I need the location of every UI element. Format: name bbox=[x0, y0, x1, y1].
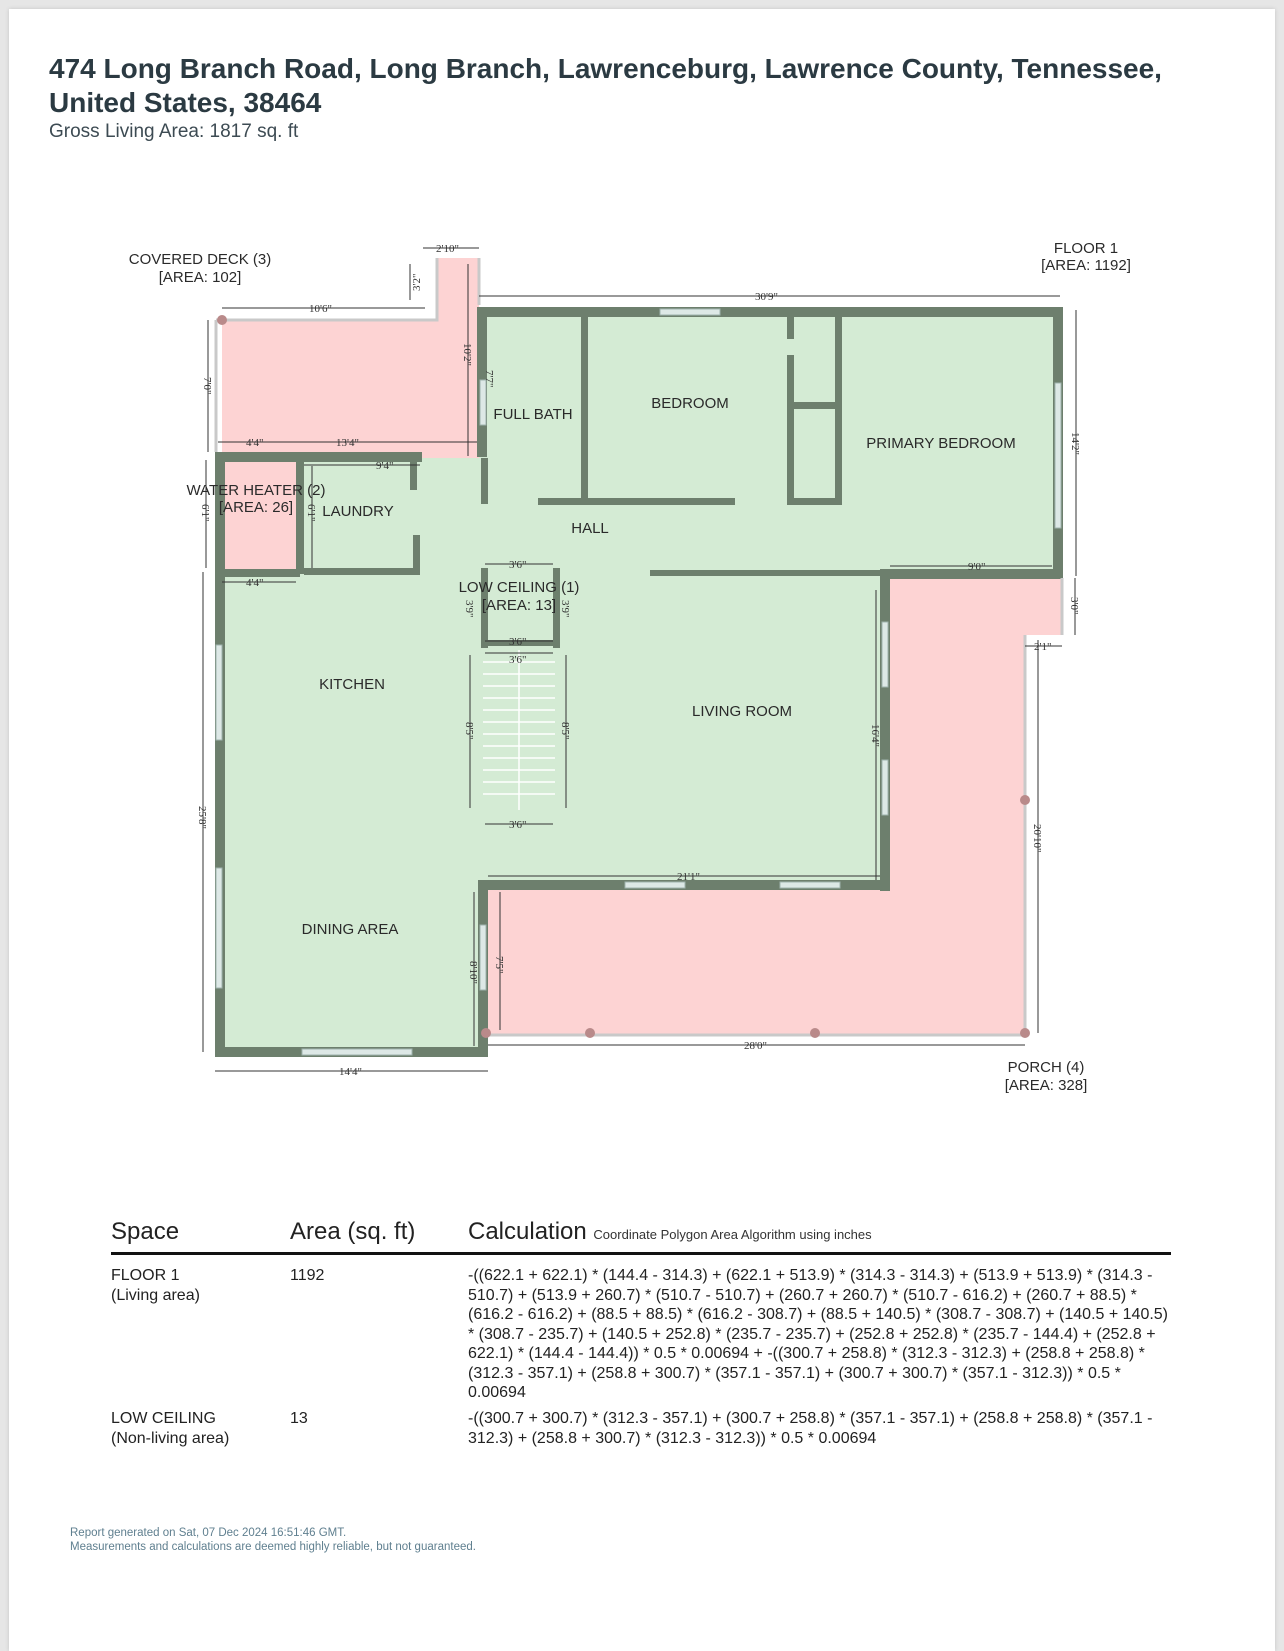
water-heater-area-value: [AREA: 26] bbox=[218, 499, 294, 516]
water-heater-area bbox=[222, 458, 298, 574]
row-space-name: LOW CEILING bbox=[111, 1410, 216, 1427]
low-ceiling-label: LOW CEILING (1) bbox=[458, 579, 580, 596]
dim-label: 20'10" bbox=[1031, 824, 1043, 853]
dim-label: 9'4" bbox=[376, 460, 394, 472]
dim-label: 7'7" bbox=[483, 370, 495, 388]
dim-label: 3'9" bbox=[463, 600, 475, 618]
room-label-hall: HALL bbox=[571, 520, 609, 537]
room-label-primary-bedroom: PRIMARY BEDROOM bbox=[866, 435, 1016, 452]
row-area: 13 bbox=[290, 1410, 308, 1427]
porch-label: PORCH (4) bbox=[1007, 1059, 1085, 1076]
dim-label: 3'0" bbox=[1068, 597, 1080, 615]
floor-1-area-value: [AREA: 1192] bbox=[1041, 257, 1131, 274]
porch-area-value: [AREA: 328] bbox=[1004, 1077, 1088, 1094]
covered-deck-label: COVERED DECK (3) bbox=[128, 251, 272, 268]
header-calculation bbox=[468, 1218, 872, 1246]
dim-label: 16'4" bbox=[869, 724, 881, 747]
dim-label: 6'1" bbox=[305, 504, 317, 522]
dim-label: 3'2" bbox=[411, 273, 423, 291]
row-space-type: (Living area) bbox=[111, 1286, 200, 1304]
dim-label: 3'6" bbox=[509, 636, 527, 648]
header-calculation-note: Coordinate Polygon Area Algorithm using inches bbox=[593, 1227, 872, 1242]
dim-label: 2'10" bbox=[436, 243, 459, 255]
row-space-name: FLOOR 1 bbox=[111, 1267, 180, 1284]
dim-label: 6'1" bbox=[199, 504, 211, 522]
low-ceiling-area-value: [AREA: 13] bbox=[481, 597, 557, 614]
dim-label: 8'5" bbox=[463, 722, 475, 740]
dim-label: 3'6" bbox=[509, 819, 527, 831]
report-disclaimer: Measurements and calculations are deemed highly reliable, but not guaranteed. bbox=[70, 1541, 476, 1553]
room-label-kitchen: KITCHEN bbox=[319, 676, 385, 693]
covered-deck-area bbox=[222, 258, 479, 458]
dim-label: 7'0" bbox=[201, 377, 213, 395]
gross-living-area: Gross Living Area: 1817 sq. ft bbox=[49, 121, 299, 142]
row-space bbox=[111, 1266, 281, 1305]
dim-label: 2'1" bbox=[1034, 641, 1052, 653]
dim-label: 8'10" bbox=[467, 961, 479, 984]
covered-deck-area-value: [AREA: 102] bbox=[158, 269, 242, 286]
report-generated-text: Report generated on Sat, 07 Dec 2024 16:51:46 GMT. bbox=[70, 1527, 347, 1539]
row-space-type: (Non-living area) bbox=[111, 1429, 230, 1447]
dim-label: 14'2" bbox=[1069, 432, 1081, 455]
row-area: 1192 bbox=[290, 1267, 325, 1284]
table-row bbox=[111, 1255, 1171, 1399]
dim-label: 10'2" bbox=[461, 343, 473, 366]
dim-label: 13'4" bbox=[336, 437, 359, 449]
dim-label: 3'9" bbox=[559, 600, 571, 618]
room-label-laundry: LAUNDRY bbox=[322, 503, 394, 520]
room-label-full-bath: FULL BATH bbox=[493, 406, 573, 423]
area-calculation-table bbox=[111, 1218, 1171, 1459]
table-row bbox=[111, 1399, 1171, 1459]
page-title: 474 Long Branch Road, Long Branch, Lawrenceburg, Lawrence County, Tennessee, United States, 38464 bbox=[49, 53, 1162, 118]
room-label-dining-area: DINING AREA bbox=[301, 921, 399, 938]
dim-label: 9'0" bbox=[968, 561, 986, 573]
dim-label: 28'0" bbox=[744, 1040, 767, 1052]
dim-label: 21'1" bbox=[677, 871, 700, 883]
dim-label: 7'5" bbox=[493, 956, 505, 974]
dim-label: 3'6" bbox=[509, 654, 527, 666]
row-calculation: -((300.7 + 300.7) * (312.3 - 357.1) + (300.7 + 258.8) * (357.1 - 357.1) + (258.8 + 258.8) * (357.1 - 312.3) + (258.8 + 300.7) * (312.3 - 312.3)) * 0.5 * 0.00694 bbox=[468, 1410, 1153, 1447]
water-heater-label: WATER HEATER (2) bbox=[186, 482, 326, 499]
dim-label: 4'4" bbox=[246, 577, 264, 589]
dim-label: 30'9" bbox=[755, 291, 778, 303]
floor-1-label: FLOOR 1 bbox=[1053, 240, 1119, 257]
dim-label: 3'6" bbox=[509, 559, 527, 571]
header-space: Space bbox=[111, 1218, 180, 1245]
room-label-bedroom: BEDROOM bbox=[651, 395, 729, 412]
row-calculation: -((622.1 + 622.1) * (144.4 - 314.3) + (622.1 + 513.9) * (314.3 - 314.3) + (513.9 + 513.9) * (314.3 - 510.7) + (513.9 + 260.7) * (510.7 - 510.7) + (260.7 + 260.7) * (510.7 - 616.2) + (260.7 + 88.5) * (616.2 - 616.2) + (88.5 + 88.5) * (616.2 - 308.7) + (88.5 + 140.5) * (308.7 - 308.7) + (140.5 + 140.5) * (308.7 - 235.7) + (140.5 + 252.8) * (235.7 - 235.7) + (252.8 + 252.8) * (235.7 - 144.4) + (252.8 + 622.1) * (144.4 - 144.4)) * 0.5 * 0.00694 + -((300.7 + 258.8) * (312.3 - 312.3) + (258.8 + 258.8) * (312.3 - 357.1) + (258.8 + 300.7) * (357.1 - 357.1) + (300.7 + 300.7) * (357.1 - 312.3)) * 0.5 * 0.00694 bbox=[468, 1267, 1169, 1401]
header-calculation-label: Calculation bbox=[468, 1218, 587, 1245]
dim-label: 10'6" bbox=[309, 303, 332, 315]
dim-label: 4'4" bbox=[246, 437, 264, 449]
header-area: Area (sq. ft) bbox=[290, 1218, 416, 1245]
dim-label: 14'4" bbox=[339, 1066, 362, 1078]
room-label-living-room: LIVING ROOM bbox=[691, 703, 793, 720]
table-header bbox=[111, 1218, 1171, 1255]
dim-label: 25'8" bbox=[196, 806, 208, 829]
report-footer bbox=[70, 1526, 476, 1554]
row-space bbox=[111, 1409, 281, 1448]
dim-label: 8'5" bbox=[559, 722, 571, 740]
